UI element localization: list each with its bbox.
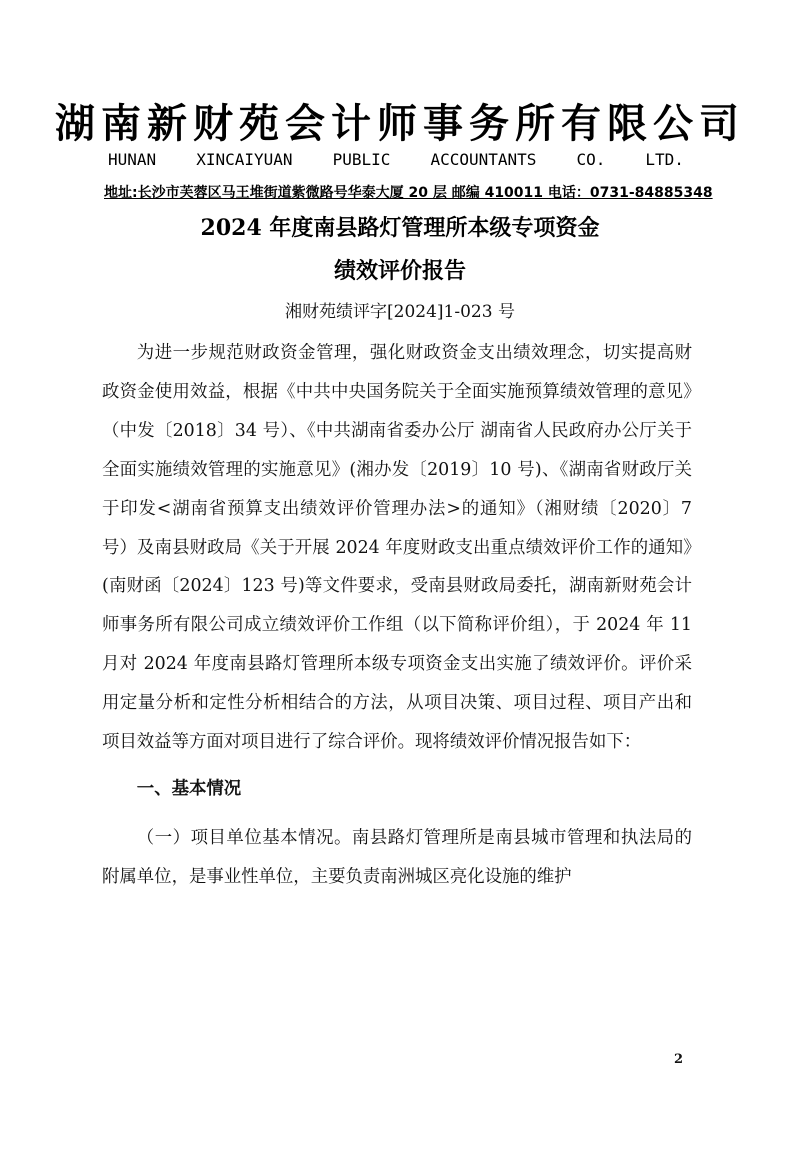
firm-address: 地址:长沙市芙蓉区马王堆街道紫微路号华泰大厦 20 层 邮编 410011 电话：0731-84885348 bbox=[104, 185, 713, 201]
page-number: 2 bbox=[674, 1052, 684, 1067]
firm-en-word: HUNAN bbox=[108, 150, 157, 169]
firm-en-word: XINCAIYUAN bbox=[196, 150, 293, 169]
firm-en-word: PUBLIC bbox=[332, 150, 391, 169]
section-heading-basic-info: 一、基本情况 bbox=[136, 778, 242, 799]
firm-en-word: LTD. bbox=[645, 150, 684, 169]
firm-name: 湖南新财苑会计师事务所有限公司 bbox=[55, 101, 745, 147]
document-number: 湘财苑绩评字[2024]1-023 号 bbox=[285, 302, 515, 322]
report-title-line1: 2024 年度南县路灯管理所本级专项资金 bbox=[200, 215, 600, 241]
section1-paragraph: （一）项目单位基本情况。南县路灯管理所是南县城市管理和执法局的附属单位，是事业性单位，主要负责南洲城区亮化设施的维护 bbox=[102, 827, 692, 887]
intro-paragraph: 为进一步规范财政资金管理，强化财政资金支出绩效理念，切实提高财政资金使用效益，根据《中共中央国务院关于全面实施预算绩效管理的意见》（中发〔2018〕34 号）、《中共湖南省委办公厅 湖南省人民政府办公厅关于全面实施绩效管理的实施意见》(湘办发〔2019〕10 号)、《湖南省财政厅关于印发<湖南省预算支出绩效评价管理办法>的通知》（湘财绩〔2020〕7 号）及南县财政局《关于开展 2024 年度财政支出重点绩效评价工作的通知》(南财函〔2024〕123 号)等文件要求，受南县财政局委托，湖南新财苑会计师事务所有限公司成立绩效评价工作组（以下简称评价组），于 2024 年 11 月对 2024 年度南县路灯管理所本级专项资金支出实施了绩效评价。评价采用定量分析和定性分析相结合的方法，从项目决策、项目过程、项目产出和项目效益等方面对项目进行了综合评价。现将绩效评价情况报告如下： bbox=[102, 343, 692, 753]
firm-name-english bbox=[108, 150, 684, 169]
firm-en-word: ACCOUNTANTS bbox=[430, 150, 537, 169]
report-title-line2: 绩效评价报告 bbox=[333, 258, 466, 284]
firm-en-word: CO. bbox=[576, 150, 606, 169]
report-body bbox=[102, 334, 692, 897]
